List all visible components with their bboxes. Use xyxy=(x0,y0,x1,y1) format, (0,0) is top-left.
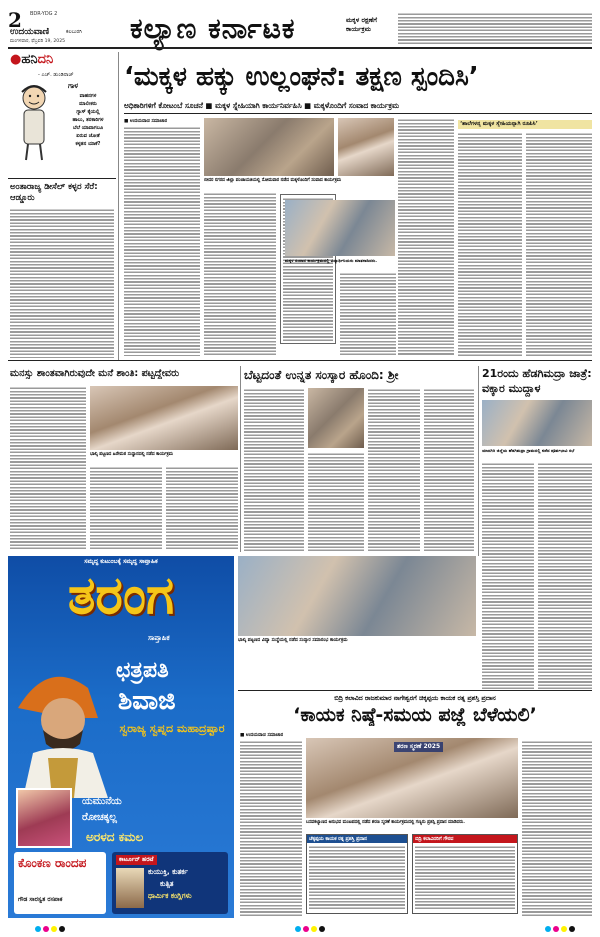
ad-bottom-left-sub: ಗೌಡ ಸಾರಸ್ವತ ರಸಪಾಕ xyxy=(18,896,63,903)
subhead-rule xyxy=(124,113,592,114)
main-photo-speaker xyxy=(285,200,395,256)
header-rule xyxy=(8,47,592,49)
main-photo-dignitaries xyxy=(204,118,334,176)
paper-name: ಉದಯವಾಣಿ xyxy=(10,27,50,37)
bottom-box-1 xyxy=(306,834,408,914)
diesel-theft-headline: ಅಂತಾರಾಜ್ಯ ಡೀಸೆಲ್ ಕಳ್ಳರ ಸೆರೆ: ಆಡ್ಡೂರು xyxy=(10,182,98,203)
bottom-box-1-title: ಚೆಕ್ಕಪ್ಪಯ ಕಾಯಕ ರತ್ನ ಪ್ರಶಸ್ತಿ ಪ್ರದಾನ xyxy=(307,835,407,843)
poem-line: ಮಾಲೀಕರು xyxy=(79,101,97,107)
story3-headline: 21ರಂದು ಹೆಡಗಿಮದ್ರಾ ಜಾತ್ರೆ: ವಕ್ಕಾರ ಮುದ್ದಾಳ xyxy=(482,367,592,395)
story1-col2 xyxy=(90,466,162,550)
warrior-portrait-icon xyxy=(8,648,118,798)
sidebox-col1 xyxy=(458,132,522,356)
main-story-col1 xyxy=(124,126,200,356)
registration-marks xyxy=(8,918,592,926)
poem-line: ಹಾಲು, ತರಕಾರಿಗಳ xyxy=(72,117,104,123)
poem-line: ಬೆಲೆ ಯಾವಾಗಲೂ xyxy=(72,125,104,131)
story2-col2 xyxy=(308,452,364,552)
bottom-headline: ‘ಕಾಯಕ ನಿಷ್ಠೆ-ಸಮಯ ಪಜ್ಲೆ ಬೆಳೆಯಲಿ’ xyxy=(293,704,537,726)
dani-word: ದನಿ xyxy=(37,52,54,67)
bottom-col1 xyxy=(240,740,302,916)
story1-caption: ಭಾಲ್ಕಿ ಪಟ್ಟಣದ ಹಿರೇಮಠ ಸಂಸ್ಥಾನದಲ್ಲಿ ನಡೆದ ಕಾರ್ಯಕ್ರಮ xyxy=(90,452,173,457)
poem-line: ಏರುವ ಜೋತೆ xyxy=(76,133,100,139)
ad-title-2: ಶಿವಾಜಿ xyxy=(118,686,176,716)
sidebox-col2 xyxy=(526,132,592,356)
section-title: ಕಲ್ಯಾಣ ಕರ್ನಾಟಕ xyxy=(130,12,296,45)
row2-separator-2 xyxy=(478,366,479,556)
ad-title-3: ಸ್ವರಾಜ್ಯ ಸ್ವಪ್ನದ ಮಹಾದ್ರಷ್ಟಾರ xyxy=(119,722,225,735)
column-separator xyxy=(118,52,119,360)
ad-chip-3: ಅರಳದ ಕಮಲ xyxy=(86,830,144,844)
poem-line: ವಾಹನಗಳ xyxy=(79,93,97,99)
story1-col3 xyxy=(166,466,238,550)
bottom-caption: ಬಸವಕಲ್ಯಾಣದ ಅನುಭವ ಮಂಟಪದಲ್ಲಿ ನಡೆದ ಶರಣ ಸ್ಮರಣೆ ಕಾರ್ಯಕ್ರಮದಲ್ಲಿ ಗಣ್ಯರು ಪ್ರಶಸ್ತಿ ಪ್ರದಾನ ಮಾಡಿದರು. xyxy=(306,820,465,825)
story1-col1 xyxy=(10,386,86,550)
bottom-box-1-body xyxy=(309,845,405,909)
story2-col1 xyxy=(244,388,304,552)
story1-photo xyxy=(90,386,238,450)
edition-code: BDR-YDG 2 xyxy=(30,11,58,17)
page-number: 2 xyxy=(8,8,22,32)
masthead-news-brief xyxy=(398,12,592,44)
story3-col2 xyxy=(538,462,592,690)
shivaji-figure xyxy=(8,648,118,798)
red-dot-icon: ● xyxy=(10,52,22,67)
main-story-col2 xyxy=(204,192,276,356)
story3-caption: ಯಾದಗಿರಿ ಜಿಲ್ಲೆಯ ಹೆಡಗಿಮದ್ರಾ ಗ್ರಾಮದಲ್ಲಿ ನಡೆದ ಪೂರ್ವಭಾವಿ ಸಭೆ xyxy=(482,448,575,453)
color-registration-icon xyxy=(8,925,592,933)
story3-photo xyxy=(482,400,592,446)
bottom-byline: ■ ಉದಯವಾಣಿ ಸಮಾಚಾರ xyxy=(240,733,284,738)
ad-bottom-right-line2: ಕುತ್ಸಿತ xyxy=(160,880,174,888)
ad-bottom-left-title: ಕೊಂಕಣ ರಾಂದಪ xyxy=(18,856,87,870)
honey-title xyxy=(10,52,53,67)
main-photo-caption: ಬೀದರ ನಗರದ ಜಿಲ್ಲಾ ಪಂಚಾಯತಿಯಲ್ಲಿ ಸೋಮವಾರ ನಡೆದ ಮಕ್ಕಳೊಂದಿಗೆ ಸಂವಾದ ಕಾರ್ಯಕ್ರಮ xyxy=(204,178,342,183)
bottom-kicker: ಬಿದ್ರಿ ಕಲಾವಿದ ರಾಜಕುಮಾರ ನಾಗೇಶ್ವರಗೆ ಚಿಕ್ಕಪ್ಪಯ ಕಾಯಕ ರತ್ನ ಪ್ರಶಸ್ತಿ ಪ್ರದಾನ xyxy=(334,694,496,702)
caricature-icon xyxy=(12,82,56,162)
poem-line: ಗ್ಯಾಸ್ ಕೈಯಲ್ಲಿ xyxy=(76,109,100,115)
row2-separator-1 xyxy=(240,366,241,552)
poem-line: ಕಳ್ಳತನ ಯಾಕೆ? xyxy=(75,141,101,147)
ad-tagline: ಸಮೃದ್ಧ ಕುಟುಂಬಕ್ಕೆ ಸಮೃದ್ಧ ಸಾಪ್ತಾಹಿಕ xyxy=(84,558,158,565)
story3-col1 xyxy=(482,462,534,690)
sidebox-title: ‘ಶಾಲೆಗಳನ್ನ ಮಕ್ಕಳ ಸ್ನೇಹಿಯನ್ನಾಗಿ ರೂಪಿಸಿ’ xyxy=(458,120,592,129)
poem-title: ಗಾಳ xyxy=(68,82,79,90)
story1-headline: ಮನಸ್ಸು ಶಾಂತವಾಗಿರುವುದೇ ಮನೆ ಶಾಂತಿ: ಪಟ್ಟದ್ದೇವರು xyxy=(10,368,180,379)
bottom-box-2 xyxy=(412,834,518,914)
section-rule-2 xyxy=(238,690,592,691)
story2-col4 xyxy=(424,388,474,552)
issue-date: ಮಂಗಳವಾರ, ಫೆಬ್ರವರಿ 19, 2025 xyxy=(10,39,66,44)
poem-body xyxy=(60,92,116,148)
ad-bottom-left xyxy=(14,852,106,914)
bottom-box-2-title: ಬಿದ್ರಿ ಕಲಾವಿದರಿಗೆ ಗೌರವ xyxy=(413,835,517,843)
main-byline: ■ ಉದಯವಾಣಿ ಸಮಾಚಾರ xyxy=(124,119,168,124)
main-story-col4 xyxy=(398,118,454,356)
ad-bottom-right-tag: ಕಾರ್ಟೂನ್ ಹರಟೆ xyxy=(116,855,157,865)
ad-bottom-right xyxy=(112,852,228,914)
ad-chip-2: ರೋಚಕ್ಕಲ್ಲ xyxy=(82,812,117,823)
diesel-theft-body xyxy=(10,208,114,358)
sanskar-group-caption: ಭಾಲ್ಕಿ ಪಟ್ಟಣದ ವಿದ್ಯಾ ಸಂಸ್ಥೆಯಲ್ಲಿ ನಡೆದ ಸಂಸ್ಕಾರ ಸಮಾರಂಭ ಕಾರ್ಯಕ್ರಮ xyxy=(238,638,348,643)
ad-bottom-right-line1: ಕುಯುಕ್ತಿ, ಕುತರ್ಕ xyxy=(148,868,188,876)
student-photo-caption: ಮಕ್ಕಳ ಸಂವಾದ ಕಾರ್ಯಕ್ರಮದಲ್ಲಿ ವಿದ್ಯಾರ್ಥಿನಿಯರು ಮಾತನಾಡಿದರು. xyxy=(285,258,377,263)
taranga-logo: ತರಂಗ xyxy=(67,566,175,626)
story2-col3 xyxy=(368,388,420,552)
masthead-side-note: ಮಕ್ಕಳ ರಕ್ಷಣೆಗೆ ಕಾರ್ಯಕ್ರಮ xyxy=(346,16,377,33)
story2-headline: ಬೆಟ್ಟದಂತೆ ಉನ್ನತ ಸಂಸ್ಕಾರ ಹೊಂದಿ: ಶ್ರೀ xyxy=(244,368,399,382)
section-rule-1 xyxy=(8,360,592,361)
main-photo-students xyxy=(338,118,394,176)
ad-chip-1: ಯಮುನೆಯ xyxy=(82,796,122,807)
cartoon-figure xyxy=(12,82,56,162)
bottom-photo xyxy=(306,738,518,818)
sanskar-group-photo xyxy=(238,556,476,636)
column-author: - ಎಚ್. ಡುಂಡಿರಾಜ್ xyxy=(38,72,74,78)
masthead xyxy=(8,10,592,46)
main-subhead: ಅಧಿಕಾರಿಗಳಿಗೆ ಕೋಟಂಬೆ ಸೂಚನೆ ■ ಮಕ್ಕಳ ಸ್ನೇಹಿಯಾಗಿ ಕಾರ್ಯನಿರ್ವಹಿಸಿ ■ ಮಕ್ಕಳೊಂದಿಗೆ ಸಂವಾದ ಕಾರ್ಯಕ್ರಮ xyxy=(124,101,400,110)
bottom-box-2-body xyxy=(415,845,515,909)
left-divider xyxy=(8,178,116,179)
main-headline: ‘ಮಕ್ಕಳ ಹಕ್ಕು ಉಲ್ಲಂಘನೆ: ತಕ್ಷಣ ಸ್ಪಂದಿಸಿ’ xyxy=(124,62,479,92)
story2-photo-stage xyxy=(308,388,364,448)
ad-title-1: ಛತ್ರಪತಿ xyxy=(116,658,169,683)
taranga-ad xyxy=(8,556,234,918)
bottom-banner: ಶರಣ ಸ್ಮರಣೆ 2025 xyxy=(394,742,443,752)
city-name: ಕಲಬುರಗಿ xyxy=(66,29,82,35)
cartoon-thumb xyxy=(116,868,144,908)
ad-person-photo xyxy=(16,788,72,848)
honey-dani-column xyxy=(8,52,116,177)
main-story-col3 xyxy=(340,272,396,356)
ad-bottom-right-line3: ಧಾರ್ಮಿಕ ಕಂಗ್ಲಿಗಳು xyxy=(148,892,192,900)
bottom-col3 xyxy=(522,740,592,916)
taranga-sub: ಸಾಪ್ತಾಹಿಕ xyxy=(148,634,170,642)
honey-word: ಹನಿ xyxy=(21,52,38,67)
